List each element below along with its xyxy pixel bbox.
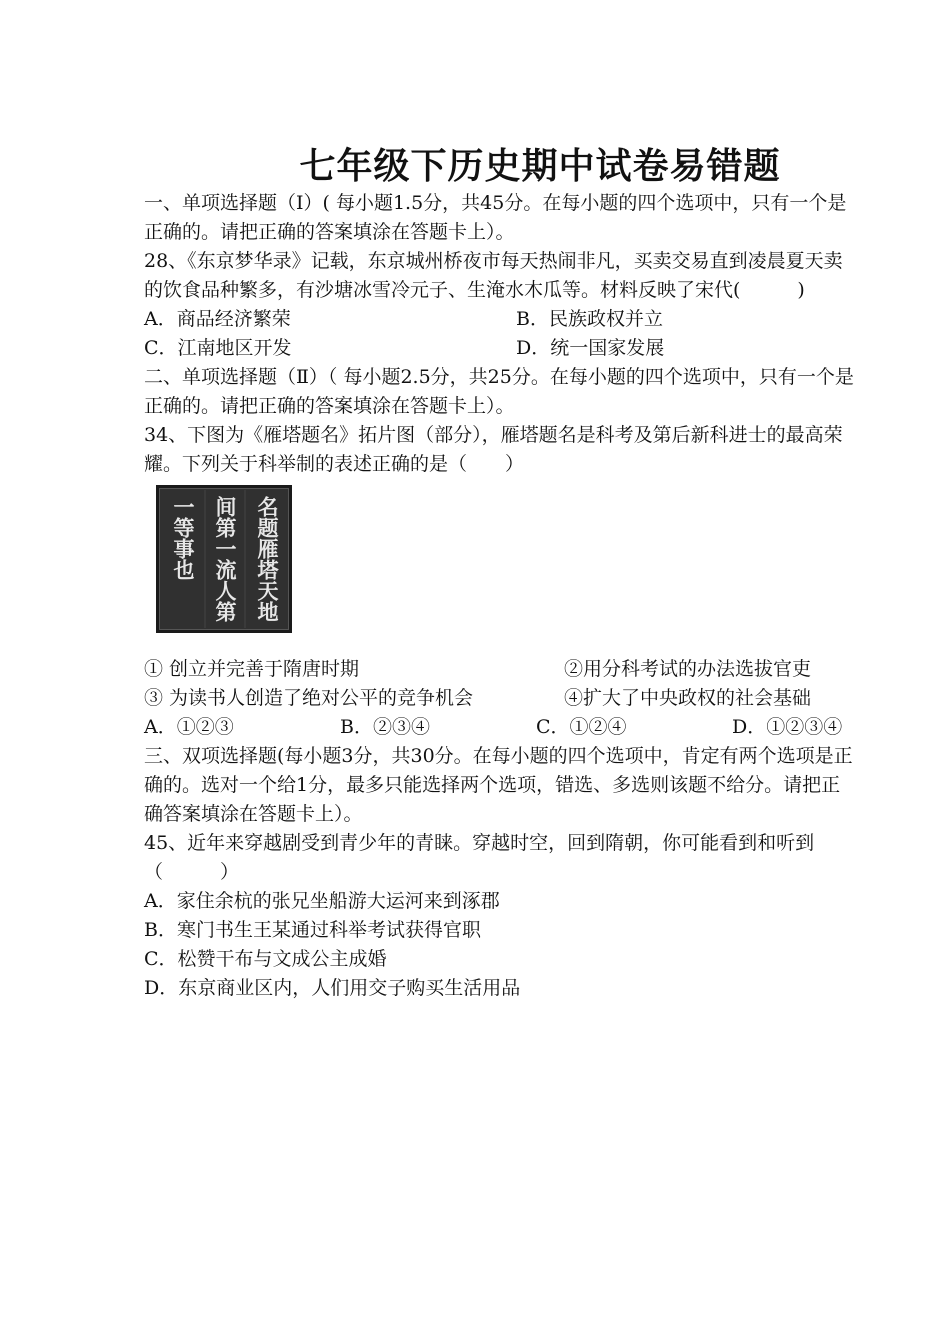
question-34-statement-2: ②用分科考试的办法选拔官吏 [564, 658, 812, 680]
question-34-option-b[interactable]: B．②③④ [340, 716, 430, 738]
yanta-rubbing-image [156, 485, 292, 633]
question-45-stem: 45、近年来穿越剧受到青少年的青睐。穿越时空，回到隋朝，你可能看到和听到（ ） [144, 832, 815, 883]
question-34-statements-row-1 [144, 655, 856, 684]
question-34-statement-4: ④扩大了中央政权的社会基础 [564, 687, 812, 709]
question-34-option-c[interactable]: C．①②④ [536, 716, 627, 738]
question-34-statements-row-2 [144, 684, 856, 713]
rubbing-column-1: 名题雁塔天地 [255, 496, 279, 622]
section-3-heading: 三、双项选择题(每小题3分，共30分。在每小题的四个选项中，肯定有两个选项是正确的。选对一个给1分，最多只能选择两个选项，错选、多选则该题不给分。请把正确答案填涂在答题卡上）。 [144, 745, 853, 825]
section-2-heading: 二、单项选择题（Ⅱ）（ 每小题2.5分，共25分。在每小题的四个选项中，只有一个是正确的。请把正确的答案填涂在答题卡上）。 [144, 366, 854, 417]
question-28-option-a[interactable]: A．商品经济繁荣 [144, 308, 291, 330]
question-28-option-c[interactable]: C．江南地区开发 [144, 337, 292, 359]
question-34-option-d[interactable]: D．①②③④ [732, 716, 843, 738]
question-34-options-row [144, 713, 856, 742]
question-34-statement-1: ① 创立并完善于隋唐时期 [144, 658, 360, 680]
question-45-option-c[interactable]: C．松赞干布与文成公主成婚 [144, 948, 387, 970]
question-34-option-a[interactable]: A．①②③ [144, 716, 234, 738]
question-45-option-d[interactable]: D．东京商业区内，人们用交子购买生活用品 [144, 977, 521, 999]
page-title: 七年级下历史期中试卷易错题 [299, 146, 781, 187]
question-28-options-row-2 [144, 334, 856, 363]
question-45-option-a[interactable]: A．家住余杭的张兄坐船游大运河来到涿郡 [144, 890, 500, 912]
question-34-statement-3: ③ 为读书人创造了绝对公平的竞争机会 [144, 687, 474, 709]
question-28-options-row-1 [144, 305, 856, 334]
rubbing-texture [159, 488, 289, 630]
question-28-option-d[interactable]: D．统一国家发展 [516, 337, 665, 359]
rubbing-column-2: 间第一流人第 [213, 496, 237, 622]
question-34-stem: 34、下图为《雁塔题名》拓片图（部分），雁塔题名是科考及第后新科进士的最高荣耀。下列关于科举制的表述正确的是（ ） [144, 424, 843, 475]
question-28-option-b[interactable]: B．民族政权并立 [516, 308, 663, 330]
exam-content [144, 189, 856, 1003]
question-28-stem: 28、《东京梦华录》记载，东京城州桥夜市每天热闹非凡，买卖交易直到凌晨夏天卖的饮食品种繁多，有沙塘冰雪冷元子、生淹水木瓜等。材料反映了宋代( ) [144, 250, 843, 301]
section-1-heading: 一、单项选择题（Ⅰ）( 每小题1.5分，共45分。在每小题的四个选项中，只有一个是正确的。请把正确的答案填涂在答题卡上）。 [144, 192, 847, 243]
question-45-option-b[interactable]: B．寒门书生王某通过科举考试获得官职 [144, 919, 481, 941]
rubbing-column-3: 一等事也 [171, 496, 195, 580]
